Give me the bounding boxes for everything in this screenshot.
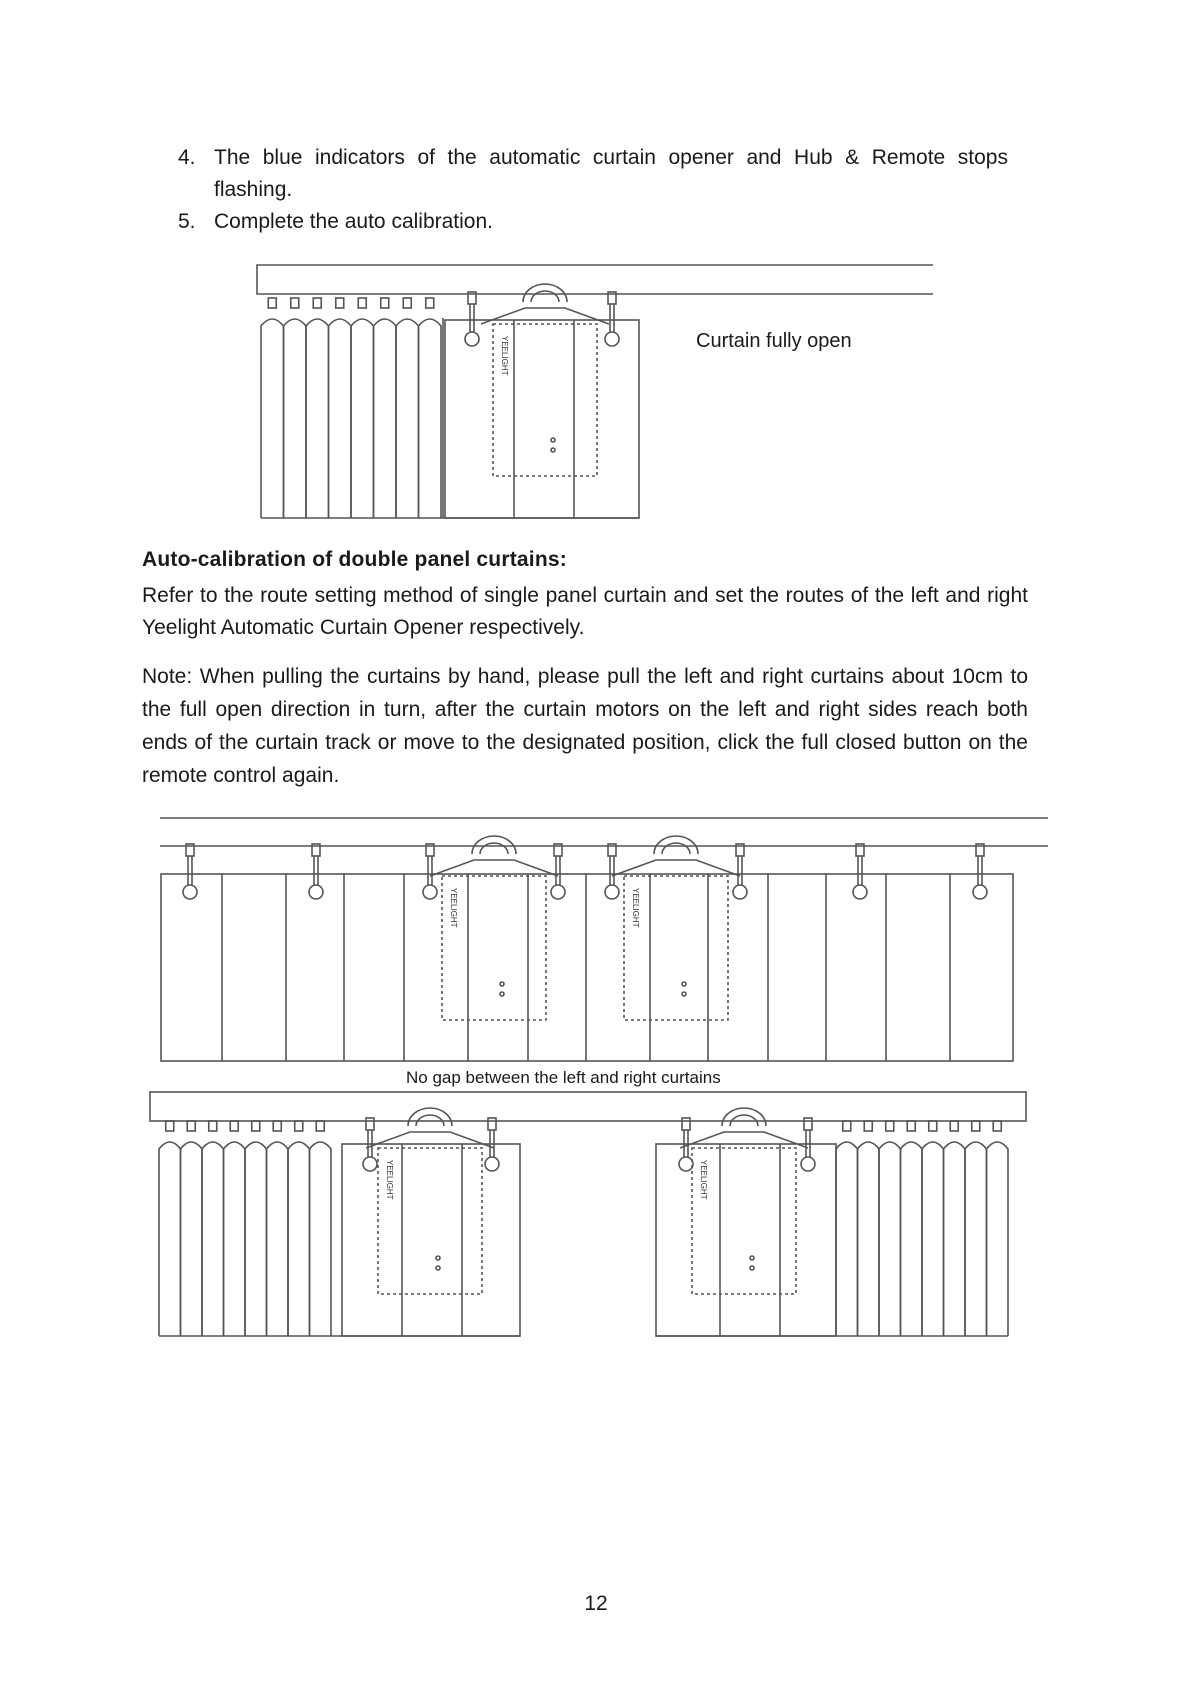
hook-clip: [209, 1121, 217, 1131]
curtain-fold: [879, 1142, 901, 1336]
motor-brand-label: YEELIGHT: [500, 336, 509, 376]
figure2-caption: No gap between the left and right curtains: [402, 1068, 725, 1088]
hook-clip: [268, 298, 276, 308]
hook-clip: [804, 1118, 812, 1130]
curtain-fold: [267, 1142, 289, 1336]
curtain-panel-right: [656, 1144, 836, 1336]
hook-ring: [973, 885, 987, 899]
curtain-fold: [284, 319, 307, 518]
motor-brand-label: YEELIGHT: [631, 888, 640, 928]
hook-clip: [864, 1121, 872, 1131]
figure-double-panel-closed: [160, 818, 1048, 1061]
motor-button: [551, 438, 555, 442]
motor-button: [750, 1266, 754, 1270]
curtain-fold: [224, 1142, 246, 1336]
motor-brand-label: YEELIGHT: [385, 1160, 394, 1200]
motor-button: [500, 982, 504, 986]
motor-button: [436, 1266, 440, 1270]
curtain-panel-left: [342, 1144, 520, 1336]
motor-pulley: [480, 843, 508, 854]
curtain-panel: [445, 320, 639, 518]
hook-clip: [403, 298, 411, 308]
step-text: The blue indicators of the automatic curtain opener and Hub & Remote stops flashing.: [214, 146, 1008, 201]
motor-pulley: [531, 291, 559, 302]
hook-clip: [358, 298, 366, 308]
curtain-fold: [987, 1142, 1009, 1336]
curtain-fold: [329, 319, 352, 518]
motor-bracket: [481, 308, 609, 324]
curtain-fold: [181, 1142, 203, 1336]
motor-pulley: [408, 1108, 452, 1126]
motor-brand-label: YEELIGHT: [449, 888, 458, 928]
curtain-fold: [351, 319, 374, 518]
section-heading: Auto-calibration of double panel curtains:: [142, 548, 567, 571]
hook-ring: [605, 332, 619, 346]
hook-clip: [950, 1121, 958, 1131]
curtain-fold: [836, 1142, 858, 1336]
curtain-fold: [922, 1142, 944, 1336]
curtain-fold: [944, 1142, 966, 1336]
motor-pulley: [654, 836, 698, 854]
hook-clip: [426, 298, 434, 308]
motor-bracket: [680, 1132, 808, 1148]
step-text: Complete the auto calibration.: [214, 210, 493, 233]
curtain-fold: [310, 1142, 332, 1336]
motor-pulley: [523, 284, 567, 302]
curtain-track: [257, 265, 933, 294]
hook-ring: [605, 885, 619, 899]
hook-clip: [907, 1121, 915, 1131]
hook-ring: [679, 1157, 693, 1171]
hook-ring: [183, 885, 197, 899]
figure-curtain-fully-open: [257, 265, 933, 518]
motor-button: [551, 448, 555, 452]
curtain-fold: [396, 319, 419, 518]
curtain-fold: [306, 319, 329, 518]
curtain-fold: [245, 1142, 267, 1336]
curtain-fold: [901, 1142, 923, 1336]
hook-clip: [313, 298, 321, 308]
motor-button: [500, 992, 504, 996]
motor-button: [750, 1256, 754, 1260]
motor-pulley: [722, 1108, 766, 1126]
step-number: 4.: [178, 146, 196, 169]
motor-button: [436, 1256, 440, 1260]
hook-clip: [972, 1121, 980, 1131]
hook-ring: [465, 332, 479, 346]
curtain-fold: [374, 319, 397, 518]
hook-clip: [252, 1121, 260, 1131]
section-paragraph: Refer to the route setting method of single panel curtain and set the routes of the left and right Yeelight Automatic Curtain Opener respectively.: [142, 584, 1028, 639]
curtain-fold: [858, 1142, 880, 1336]
hook-clip: [488, 1118, 496, 1130]
motor-button: [682, 992, 686, 996]
motor-pulley: [472, 836, 516, 854]
hook-clip: [230, 1121, 238, 1131]
motor-brand-label: YEELIGHT: [699, 1160, 708, 1200]
hook-ring: [309, 885, 323, 899]
hook-ring: [423, 885, 437, 899]
curtain-track: [150, 1092, 1026, 1121]
curtain-fold: [288, 1142, 310, 1336]
hook-clip: [929, 1121, 937, 1131]
figure1-caption: Curtain fully open: [696, 330, 852, 352]
hook-ring: [551, 885, 565, 899]
hook-clip: [886, 1121, 894, 1131]
hook-clip: [381, 298, 389, 308]
hook-clip: [273, 1121, 281, 1131]
hook-ring: [485, 1157, 499, 1171]
hook-clip: [295, 1121, 303, 1131]
page-number: 12: [584, 1592, 608, 1615]
section-note: Note: When pulling the curtains by hand, please pull the left and right curtains about 10cm to the full open direction in turn, after the curtain motors on the left and right sides reach both ends of the curtain track or move to the designated position, click the full closed button on the remote control again.: [142, 665, 1028, 787]
motor-button: [682, 982, 686, 986]
curtain-fold: [261, 319, 284, 518]
curtain-fold: [159, 1142, 181, 1336]
hook-clip: [843, 1121, 851, 1131]
figure-double-panel-open: [150, 1092, 1026, 1336]
hook-clip: [993, 1121, 1001, 1131]
curtain-fold: [419, 319, 442, 518]
hook-clip: [682, 1118, 690, 1130]
hook-clip: [166, 1121, 174, 1131]
hook-clip: [366, 1118, 374, 1130]
motor-pulley: [662, 843, 690, 854]
hook-ring: [853, 885, 867, 899]
curtain-fold: [965, 1142, 987, 1336]
hook-clip: [336, 298, 344, 308]
hook-ring: [801, 1157, 815, 1171]
hook-clip: [187, 1121, 195, 1131]
step-number: 5.: [178, 210, 196, 233]
hook-ring: [363, 1157, 377, 1171]
motor-bracket: [366, 1132, 494, 1148]
hook-clip: [291, 298, 299, 308]
hook-clip: [316, 1121, 324, 1131]
hook-ring: [733, 885, 747, 899]
curtain-fold: [202, 1142, 224, 1336]
